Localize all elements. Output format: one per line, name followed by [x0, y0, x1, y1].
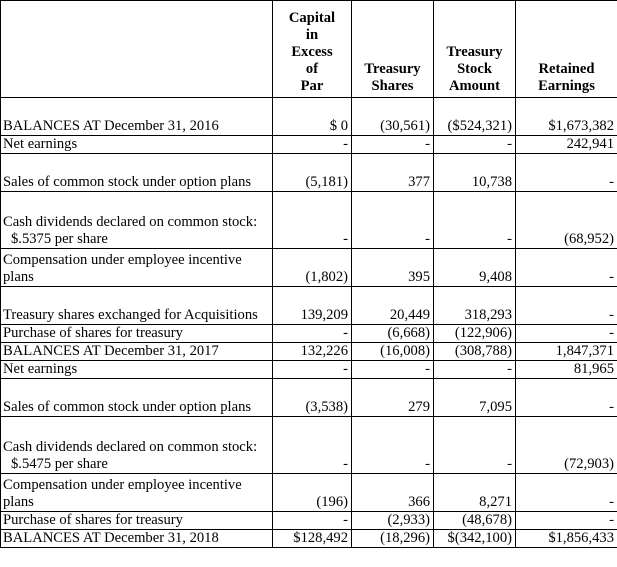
table-row	[1, 192, 617, 249]
table-row	[1, 530, 617, 548]
cell-retained-earnings: 242,941	[516, 136, 617, 154]
row-label: BALANCES AT December 31, 2017	[1, 343, 273, 361]
cell-treasury-shares: -	[352, 136, 434, 154]
header-line: Stock	[457, 61, 492, 77]
cell-capital: -	[273, 417, 352, 474]
row-label: Compensation under employee incentive plans	[1, 474, 273, 512]
cell-retained-earnings: (72,903)	[516, 417, 617, 474]
cell-treasury-shares: (30,561)	[352, 98, 434, 136]
cell-treasury-shares: 366	[352, 474, 434, 512]
cell-capital: (196)	[273, 474, 352, 512]
header-line: Treasury	[446, 44, 503, 60]
table-row	[1, 98, 617, 136]
cell-treasury-amount: -	[434, 417, 516, 474]
cell-treasury-amount: $(342,100)	[434, 530, 516, 548]
cell-retained-earnings: -	[516, 379, 617, 417]
header-capital-in-excess-of-par	[273, 1, 352, 98]
table-row	[1, 154, 617, 192]
table-row	[1, 512, 617, 530]
cell-retained-earnings: -	[516, 249, 617, 287]
header-line: in	[305, 27, 319, 43]
cell-treasury-amount: (122,906)	[434, 325, 516, 343]
row-label-sub: $.5475 per share	[11, 456, 108, 472]
cell-capital: $ 0	[273, 98, 352, 136]
cell-retained-earnings: (68,952)	[516, 192, 617, 249]
header-line: Treasury	[364, 61, 421, 77]
row-label	[1, 417, 273, 474]
row-label-sub: $.5375 per share	[11, 231, 108, 247]
row-label-main: Cash dividends declared on common stock:	[3, 214, 258, 230]
cell-treasury-amount: 318,293	[434, 287, 516, 325]
table-row	[1, 417, 617, 474]
cell-treasury-amount: (48,678)	[434, 512, 516, 530]
row-label: BALANCES AT December 31, 2016	[1, 98, 273, 136]
cell-capital: -	[273, 192, 352, 249]
cell-treasury-amount: -	[434, 192, 516, 249]
row-label: Compensation under employee incentive plans	[1, 249, 273, 287]
table-row	[1, 361, 617, 379]
header-treasury-shares	[352, 1, 434, 98]
cell-retained-earnings: -	[516, 325, 617, 343]
row-label	[1, 192, 273, 249]
cell-retained-earnings: 81,965	[516, 361, 617, 379]
header-line: Earnings	[538, 78, 595, 94]
row-label: Sales of common stock under option plans	[1, 154, 273, 192]
cell-treasury-amount: 8,271	[434, 474, 516, 512]
header-line: of	[305, 61, 319, 77]
cell-treasury-amount: 9,408	[434, 249, 516, 287]
cell-treasury-shares: 20,449	[352, 287, 434, 325]
header-line: Amount	[448, 78, 501, 94]
cell-retained-earnings: -	[516, 287, 617, 325]
table-row	[1, 249, 617, 287]
table-row	[1, 474, 617, 512]
cell-treasury-shares: 279	[352, 379, 434, 417]
cell-capital: (1,802)	[273, 249, 352, 287]
header-retained-earnings	[516, 1, 617, 98]
header-line: Retained	[538, 61, 595, 77]
row-label: Sales of common stock under option plans	[1, 379, 273, 417]
cell-treasury-amount: 7,095	[434, 379, 516, 417]
header-line: Par	[300, 78, 324, 94]
table-row	[1, 287, 617, 325]
row-label: Net earnings	[1, 136, 273, 154]
table-row	[1, 379, 617, 417]
cell-treasury-amount: -	[434, 136, 516, 154]
cell-treasury-amount: 10,738	[434, 154, 516, 192]
cell-treasury-shares: (6,668)	[352, 325, 434, 343]
header-treasury-stock-amount	[434, 1, 516, 98]
header-line: Shares	[371, 78, 414, 94]
header-label	[1, 1, 273, 98]
header-row	[1, 1, 617, 98]
row-label: Purchase of shares for treasury	[1, 512, 273, 530]
row-label: Net earnings	[1, 361, 273, 379]
cell-treasury-amount: (308,788)	[434, 343, 516, 361]
cell-retained-earnings: $1,856,433	[516, 530, 617, 548]
header-line: Capital	[288, 10, 336, 26]
cell-treasury-shares: (18,296)	[352, 530, 434, 548]
cell-treasury-amount: -	[434, 361, 516, 379]
cell-capital: -	[273, 361, 352, 379]
cell-treasury-amount: ($524,321)	[434, 98, 516, 136]
cell-retained-earnings: 1,847,371	[516, 343, 617, 361]
cell-treasury-shares: 395	[352, 249, 434, 287]
header-line: Excess	[291, 44, 333, 60]
cell-retained-earnings: -	[516, 512, 617, 530]
cell-capital: $128,492	[273, 530, 352, 548]
row-label: BALANCES AT December 31, 2018	[1, 530, 273, 548]
table-row	[1, 325, 617, 343]
cell-retained-earnings: -	[516, 474, 617, 512]
cell-treasury-shares: 377	[352, 154, 434, 192]
row-label: Treasury shares exchanged for Acquisitions	[1, 287, 273, 325]
row-label-main: Cash dividends declared on common stock:	[3, 439, 258, 455]
cell-treasury-shares: (16,008)	[352, 343, 434, 361]
cell-treasury-shares: -	[352, 361, 434, 379]
cell-retained-earnings: $1,673,382	[516, 98, 617, 136]
cell-capital: -	[273, 136, 352, 154]
table-row	[1, 136, 617, 154]
cell-retained-earnings: -	[516, 154, 617, 192]
cell-capital: (3,538)	[273, 379, 352, 417]
cell-capital: -	[273, 512, 352, 530]
row-label: Purchase of shares for treasury	[1, 325, 273, 343]
table-row	[1, 343, 617, 361]
cell-capital: (5,181)	[273, 154, 352, 192]
cell-treasury-shares: (2,933)	[352, 512, 434, 530]
cell-capital: -	[273, 325, 352, 343]
cell-capital: 139,209	[273, 287, 352, 325]
cell-treasury-shares: -	[352, 417, 434, 474]
cell-treasury-shares: -	[352, 192, 434, 249]
cell-capital: 132,226	[273, 343, 352, 361]
